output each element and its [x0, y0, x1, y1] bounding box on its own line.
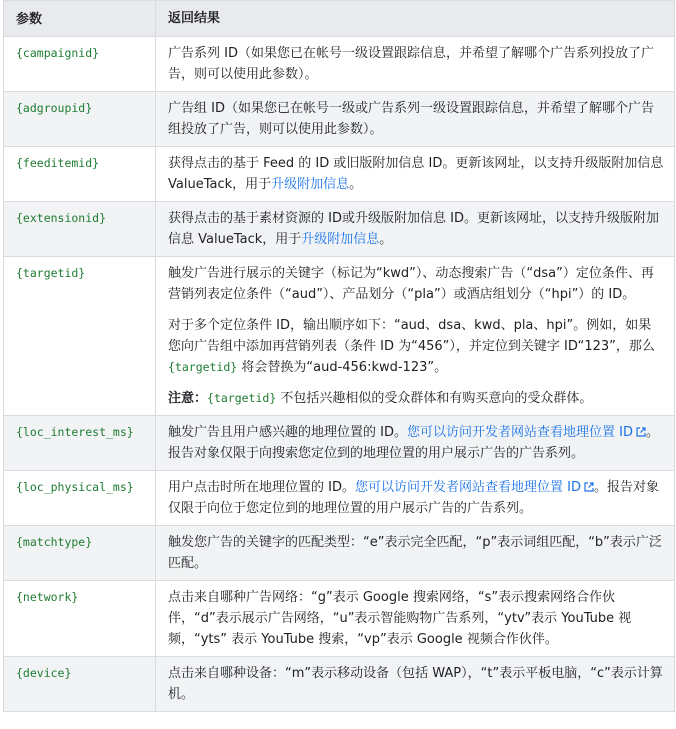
- result-text: 触发您广告的关键字的匹配类型：“e”表示完全匹配，“p”表示词组匹配，“b”表示广泛匹配。: [168, 535, 662, 571]
- result-text-body: 触发广告且用户感兴趣的地理位置的 ID。: [168, 425, 407, 440]
- param-code: {targetid}: [16, 266, 86, 280]
- result-text: 广告组 ID（如果您已在帐号一级或广告系列一级设置跟踪信息，并希望了解哪个广告组投放了广告，则可以使用此参数）。: [168, 101, 654, 137]
- result-text: 点击来自哪种设备：“m”表示移动设备（包括 WAP），“t”表示平板电脑，“c”表示计算机。: [168, 666, 663, 702]
- param-code: {loc_interest_ms}: [16, 425, 134, 439]
- geo-location-link-text: 您可以访问开发者网站查看地理位置 ID: [354, 480, 581, 495]
- header-result: 返回结果: [168, 11, 221, 26]
- targetid-order: [168, 315, 664, 378]
- table-row: [4, 526, 674, 581]
- note-text: 不包括兴趣相似的受众群体和有购买意向的受众群体。: [276, 391, 593, 406]
- result-text-tail: 。: [379, 232, 393, 247]
- result-text: 广告系列 ID（如果您已在帐号一级设置跟踪信息，并希望了解哪个广告系列投放了广告，则可以使用此参数）。: [168, 46, 654, 82]
- targetid-note: [168, 388, 664, 409]
- upgrade-extensions-link[interactable]: 升级附加信息: [271, 177, 350, 192]
- table-row: [4, 147, 674, 202]
- geo-location-link-text: 您可以访问开发者网站查看地理位置 ID: [406, 425, 633, 440]
- result-text: [156, 416, 674, 470]
- table-header: [4, 1, 674, 37]
- table-row: [4, 581, 674, 657]
- result-text-tail: 。报告对象仅限于向搜索您定位到的地理位置的用户展示广告的广告系列。: [168, 425, 659, 461]
- targetid-order-tail: 将会替换为“aud-456:kwd-123”。: [237, 360, 448, 375]
- result-text: [156, 257, 674, 415]
- result-text: [156, 202, 674, 256]
- result-text: [156, 471, 674, 525]
- param-code: {extensionid}: [16, 211, 107, 225]
- table-row: [4, 657, 674, 712]
- table-row: [4, 37, 674, 92]
- geo-location-link[interactable]: [407, 425, 646, 440]
- result-text-tail: 。报告对象仅限于向位于您定位到的地理位置的用户展示广告的广告系列。: [168, 480, 659, 516]
- param-code: {feeditemid}: [16, 156, 100, 170]
- table-row: [4, 202, 674, 257]
- result-text-body: 用户点击时所在地理位置的 ID。: [168, 480, 355, 495]
- inline-code: {targetid}: [168, 360, 238, 374]
- table-row: [4, 471, 674, 526]
- external-link-icon: [636, 427, 646, 437]
- table-row: [4, 416, 674, 471]
- geo-location-link[interactable]: [355, 480, 594, 495]
- param-code: {loc_physical_ms}: [16, 480, 134, 494]
- upgrade-extensions-link[interactable]: 升级附加信息: [301, 232, 380, 247]
- result-text-tail: 。: [349, 177, 363, 192]
- note-label: 注意：: [168, 391, 208, 406]
- table-row: [4, 92, 674, 147]
- param-code: {device}: [16, 666, 72, 680]
- result-text-body: 获得点击的基于素材资源的 ID或升级版附加信息 ID。更新该网址，以支持升级版附加信息 ValueTack，用于: [168, 211, 659, 247]
- result-text: [156, 147, 674, 201]
- param-code: {adgroupid}: [16, 101, 93, 115]
- param-code: {campaignid}: [16, 46, 100, 60]
- table-row: [4, 257, 674, 416]
- external-link-icon: [584, 482, 594, 492]
- targetid-desc: 触发广告进行展示的关键字（标记为“kwd”）、动态搜索广告（“dsa”）定位条件、再营销列表定位条件（“aud”）、产品划分（“pla”）或酒店组划分（“hpi”）的 ID。: [168, 266, 654, 302]
- param-code: {matchtype}: [16, 535, 93, 549]
- result-text: 点击来自哪种广告网络：“g”表示 Google 搜索网络，“s”表示搜索网络合作伙伴，“d”表示展示广告网络，“u”表示智能购物广告系列，“ytv”表示 YouTube 视频，“yts” 表示 YouTube 搜索，“vp”表示 Google 视频合作伙伴。: [168, 590, 632, 647]
- parameters-table: [3, 0, 675, 712]
- targetid-order-text: 对于多个定位条件 ID，输出顺序如下：“aud、dsa、kwd、pla、hpi”。例如，如果您向广告组中添加再营销列表（条件 ID 为“456”），并定位到关键字 ID“123”，那么: [168, 318, 655, 354]
- inline-code: {targetid}: [207, 391, 277, 405]
- result-text-body: 获得点击的基于 Feed 的 ID 或旧版附加信息 ID。更新该网址，以支持升级版附加信息 ValueTack，用于: [168, 156, 664, 192]
- header-param: 参数: [4, 1, 156, 36]
- param-code: {network}: [16, 590, 79, 604]
